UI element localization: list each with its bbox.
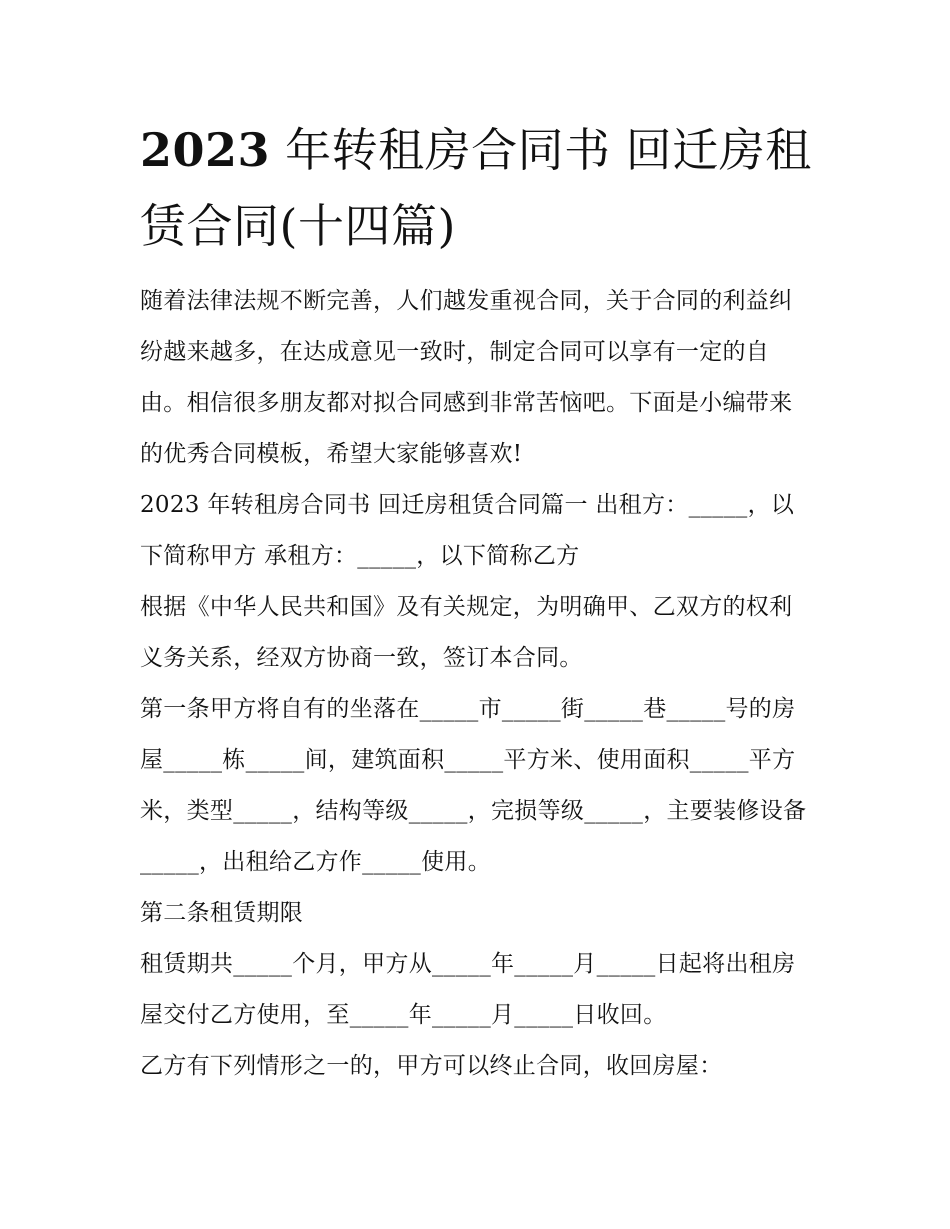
lease-term-paragraph: 租赁期共_____个月，甲方从_____年_____月_____日起将出租房屋交付乙方使用，至_____年_____月_____日收回。: [140, 951, 796, 1028]
termination-paragraph: 乙方有下列情形之一的，甲方可以终止合同，收回房屋：: [140, 1053, 723, 1079]
basis-paragraph: 根据《中华人民共和国》及有关规定，为明确甲、乙双方的权利义务关系，经双方协商一致，签订本合同。: [140, 594, 793, 671]
title-year: 2023: [140, 123, 271, 177]
parties-paragraph: 2023 年转租房合同书 回迁房租赁合同篇一 出租方：_____，以下简称甲方 承租方：_____，以下简称乙方: [140, 492, 795, 569]
document-page: [140, 112, 812, 1092]
document-title: [140, 112, 812, 264]
article-two-heading: 第二条租赁期限: [140, 900, 304, 926]
title-text: 年转租房合同书 回迁房租赁合同(十四篇): [140, 123, 812, 253]
article-one-paragraph: 第一条甲方将自有的坐落在_____市_____街_____巷_____号的房屋_____栋_____间，建筑面积_____平方米、使用面积_____平方米，类型_____，结构等级_____，完损等级_____，主要装修设备_____，出租给乙方作_____使用。: [140, 696, 807, 875]
intro-paragraph: 随着法律法规不断完善，人们越发重视合同，关于合同的利益纠纷越来越多，在达成意见一致时，制定合同可以享有一定的自由。相信很多朋友都对拟合同感到非常苦恼吧。下面是小编带来的优秀合同模板，希望大家能够喜欢!: [140, 288, 793, 467]
